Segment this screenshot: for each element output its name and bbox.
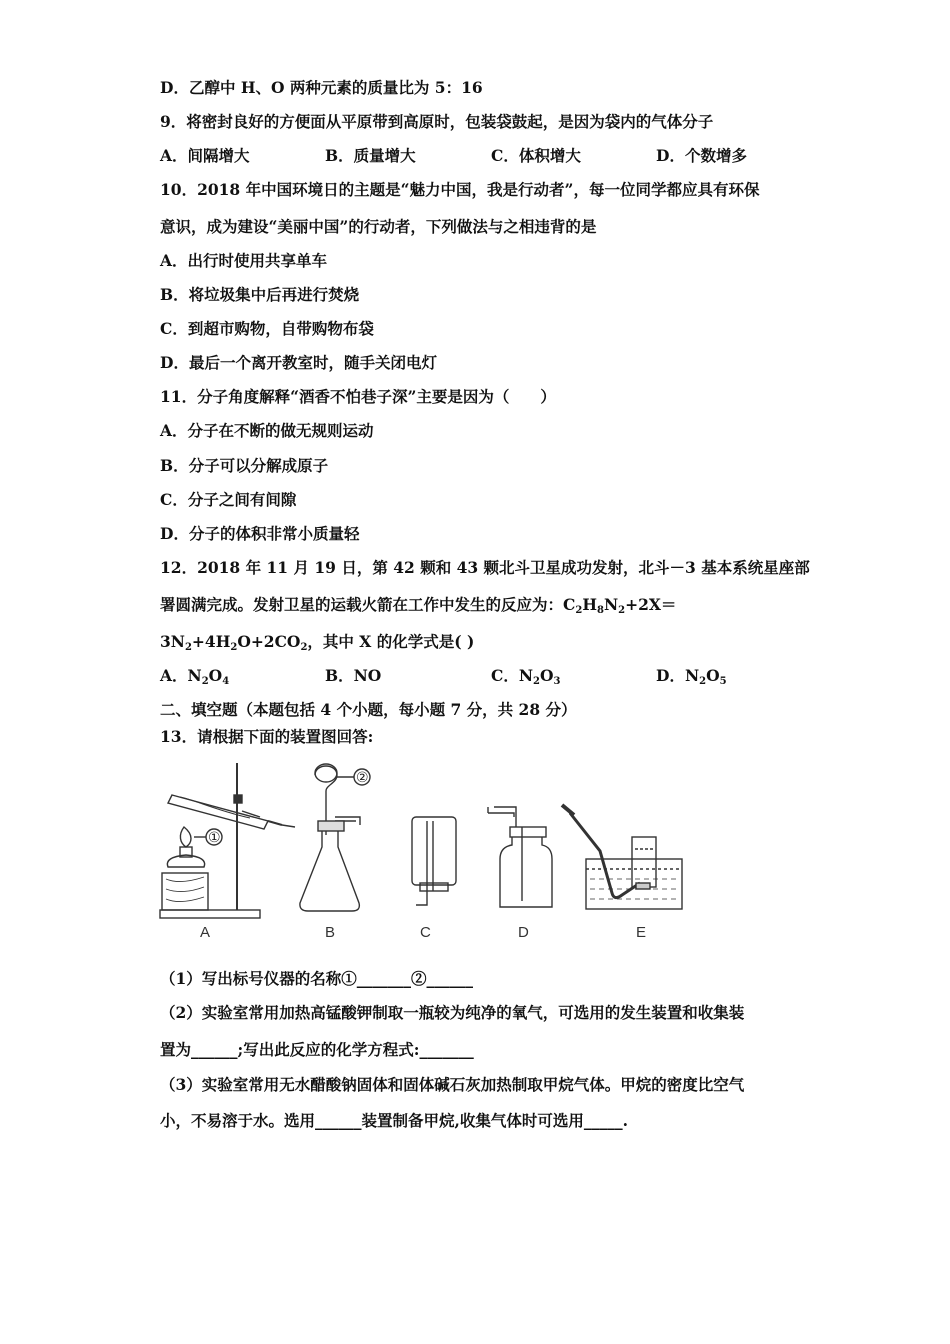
apparatus-a (160, 763, 295, 918)
apparatus-e (562, 805, 682, 909)
label-a: A (200, 924, 211, 941)
marker-2: ② (356, 770, 369, 786)
reaction-left: $C_2H_8N_2+2X=$ (563, 595, 677, 616)
q11-option-d: D．分子的体积非常小质量轻 (160, 524, 360, 543)
apparatus-figure (150, 755, 710, 950)
marker-1: ① (208, 830, 221, 846)
q13-part3-line1: （3）实验室常用无水醋酸钠固体和固体碱石灰加热制取甲烷气体。甲烷的密度比空气 (160, 1075, 745, 1094)
label-c: C (420, 924, 431, 941)
q13-part3-line2: 小，不易溶于水。选用______装置制备甲烷,收集气体时可选用_____. (160, 1111, 629, 1130)
question-10-line2: 意识，成为建设“美丽中国”的行动者，下列做法与之相违背的是 (160, 217, 597, 236)
q11-option-b: B．分子可以分解成原子 (160, 456, 329, 475)
apparatus-b (300, 764, 370, 911)
question-12-line1: 12．2018 年 11 月 19 日，第 42 颗和 43 颗北斗卫星成功发射，北斗－3 基本系统星座部 (160, 558, 810, 577)
q12-option-c: C．$N_2O_3$ (491, 666, 561, 687)
q8-option-d: D．乙醇中 H、O 两种元素的质量比为 5：16 (160, 78, 483, 97)
reaction-right: $3N_2+4H_2O+2CO_2$，其中 X 的化学式是( ) (160, 632, 475, 653)
question-12-line3 (160, 632, 474, 652)
label-e: E (636, 924, 647, 941)
question-9: 9．将密封良好的方便面从平原带到高原时，包装袋鼓起，是因为袋内的气体分子 (160, 112, 714, 131)
q9-option-a: A．间隔增大 (160, 146, 250, 165)
q11-option-c: C．分子之间有间隙 (160, 490, 297, 509)
q12-text: 署圆满完成。发射卫星的运载火箭在工作中发生的反应为： (160, 595, 564, 614)
q9-option-b: B．质量增大 (325, 146, 416, 165)
apparatus-c (412, 817, 456, 905)
q13-part2-line2: 置为______;写出此反应的化学方程式:_______ (160, 1040, 474, 1059)
question-13: 13．请根据下面的装置图回答: (160, 727, 374, 746)
q12-option-a: A．$N_2O_4$ (160, 666, 230, 687)
q12-option-d: D．$N_2O_5$ (656, 666, 727, 687)
q10-option-b: B．将垃圾集中后再进行焚烧 (160, 285, 360, 304)
question-12-line2 (160, 595, 676, 615)
label-d: D (518, 924, 529, 941)
q10-option-a: A．出行时使用共享单车 (160, 251, 328, 270)
q9-option-d: D．个数增多 (656, 146, 747, 165)
apparatus-d (488, 807, 552, 907)
q12-option-b: B．NO (325, 666, 382, 685)
q9-option-c: C．体积增大 (491, 146, 581, 165)
label-b: B (325, 924, 336, 941)
q10-option-c: C．到超市购物，自带购物布袋 (160, 319, 374, 338)
q11-option-a: A．分子在不断的做无规则运动 (160, 421, 374, 440)
question-11: 11．分子角度解释“酒香不怕巷子深”主要是因为（ ） (160, 387, 556, 406)
q13-part2-line1: （2）实验室常用加热高锰酸钾制取一瓶较为纯净的氧气，可选用的发生装置和收集装 (160, 1003, 745, 1022)
section-2-heading: 二、填空题（本题包括 4 个小题，每小题 7 分，共 28 分） (160, 700, 577, 719)
q13-part1: （1）写出标号仪器的名称①_______②______ (160, 969, 474, 988)
question-10-line1: 10．2018 年中国环境日的主题是“魅力中国，我是行动者”，每一位同学都应具有环保 (160, 180, 760, 199)
q10-option-d: D．最后一个离开教室时，随手关闭电灯 (160, 353, 437, 372)
